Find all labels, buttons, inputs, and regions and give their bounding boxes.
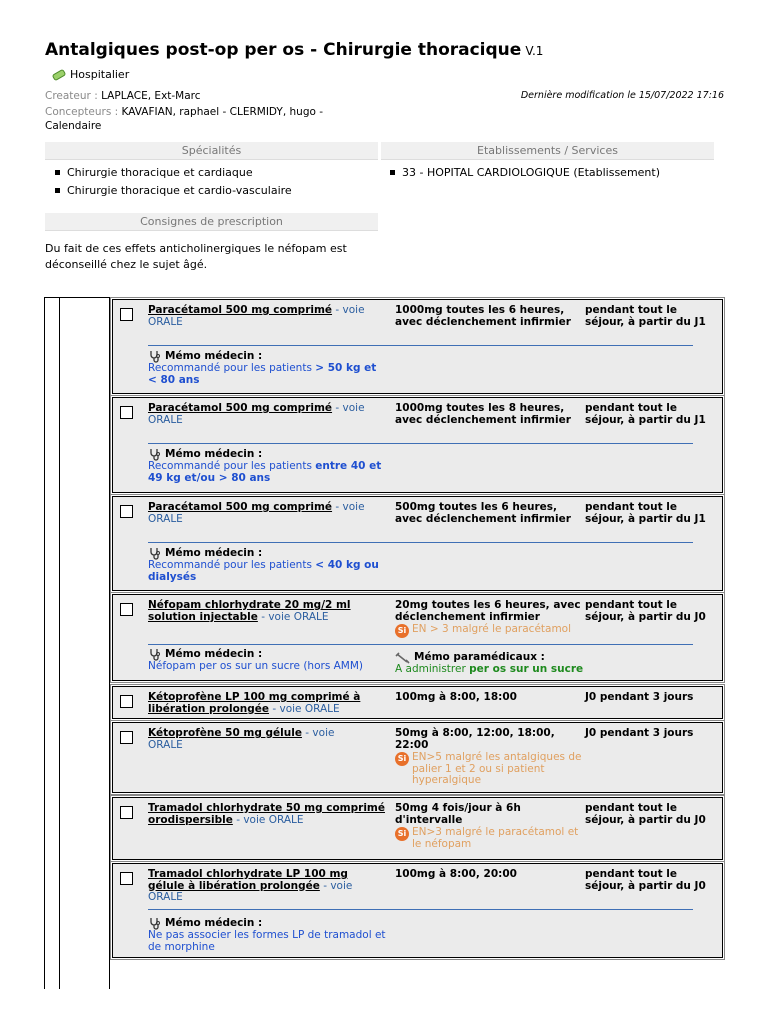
select-checkbox[interactable]	[120, 731, 133, 744]
duration-cell: pendant tout le séjour, à partir du J0	[585, 868, 706, 892]
drug-cell: Tramadol chlorhydrate LP 100 mg gélule à libération prolongée - voie ORALE	[148, 868, 353, 903]
prescription-row	[112, 496, 723, 591]
prescription-row	[112, 594, 723, 681]
instructions-header: Consignes de prescription	[45, 213, 378, 231]
drug-link[interactable]: Kétoprofène LP 100 mg comprimé à libération prolongée	[148, 691, 361, 715]
drug-link[interactable]: Kétoprofène 50 mg gélule	[148, 727, 302, 739]
drug-cell: Tramadol chlorhydrate 50 mg comprimé orodispersible - voie ORALE	[148, 802, 385, 826]
drug-link[interactable]: Tramadol chlorhydrate LP 100 mg gélule à libération prolongée	[148, 868, 348, 892]
dose-cell: 100mg à 8:00, 18:00	[395, 691, 517, 703]
memo-paramedical: Mémo paramédicaux : A administrer per os sur un sucre	[395, 651, 584, 675]
tree-frame-middle	[60, 297, 110, 989]
dose-cell: 1000mg toutes les 6 heures, avec déclenchement infirmier	[395, 304, 571, 328]
prescription-row	[112, 686, 723, 719]
dose-cell: 100mg à 8:00, 20:00	[395, 868, 517, 880]
separator	[148, 909, 693, 910]
category-tag	[52, 68, 129, 81]
dose-cell: 500mg toutes les 6 heures, avec déclenchement infirmier	[395, 501, 571, 525]
drug-link[interactable]: Tramadol chlorhydrate 50 mg comprimé orodispersible	[148, 802, 385, 826]
version-label: V.1	[525, 44, 544, 58]
select-checkbox[interactable]	[120, 308, 133, 321]
drug-cell: Kétoprofène 50 mg gélule - voie ORALE	[148, 727, 335, 751]
duration-cell: pendant tout le séjour, à partir du J1	[585, 402, 706, 426]
prescription-row	[112, 397, 723, 493]
establishments-header: Etablissements / Services	[381, 142, 714, 160]
si-badge-icon: Si	[395, 752, 409, 766]
select-checkbox[interactable]	[120, 505, 133, 518]
separator	[148, 542, 693, 543]
si-badge-icon: Si	[395, 827, 409, 841]
dose-cell: 1000mg toutes les 8 heures, avec déclenchement infirmier	[395, 402, 571, 426]
si-badge-icon: Si	[395, 624, 409, 638]
duration-cell: J0 pendant 3 jours	[585, 691, 694, 703]
prescription-row	[112, 797, 723, 860]
duration-cell: J0 pendant 3 jours	[585, 727, 694, 739]
prescription-row	[112, 722, 723, 793]
memo-doctor: Mémo médecin : Néfopam per os sur un sucre (hors AMM)	[148, 647, 364, 672]
designers-value: KAVAFIAN, raphael - CLERMIDY, hugo - Calendaire	[45, 106, 324, 132]
tree-frame-left	[44, 297, 60, 989]
designers-label: Concepteurs :	[45, 106, 119, 118]
select-checkbox[interactable]	[120, 872, 133, 885]
drug-cell: Paracétamol 500 mg comprimé - voie ORALE	[148, 501, 365, 525]
specialty-item: Chirurgie thoracique et cardio-vasculaire	[55, 182, 292, 200]
select-checkbox[interactable]	[120, 603, 133, 616]
page-title	[45, 40, 543, 60]
separator	[148, 443, 693, 444]
last-modified: Dernière modification le 15/07/2022 17:16	[520, 90, 724, 101]
drug-link[interactable]: Néfopam chlorhydrate 20 mg/2 ml solution injectable	[148, 599, 351, 623]
duration-cell: pendant tout le séjour, à partir du J1	[585, 304, 706, 328]
duration-cell: pendant tout le séjour, à partir du J1	[585, 501, 706, 525]
dose-cell: 50mg 4 fois/jour à 6h d'intervalle Si EN>3 malgré le paracétamol et le néfopam	[395, 803, 585, 850]
memo-doctor: Mémo médecin : Recommandé pour les patients < 40 kg ou dialysés	[148, 546, 379, 583]
drug-link[interactable]: Paracétamol 500 mg comprimé	[148, 402, 333, 414]
select-checkbox[interactable]	[120, 806, 133, 819]
prescription-row	[112, 863, 723, 958]
designers-line	[45, 105, 345, 133]
condition: Si EN>5 malgré les antalgiques de palier 1 et 2 ou si patient hyperalgique	[395, 752, 585, 787]
memo-doctor: Mémo médecin : Recommandé pour les patients entre 40 et 49 kg et/ou > 80 ans	[148, 447, 382, 484]
tag-icon	[52, 69, 66, 81]
duration-cell: pendant tout le séjour, à partir du J0	[585, 599, 706, 623]
select-checkbox[interactable]	[120, 695, 133, 708]
category-label: Hospitalier	[70, 68, 130, 81]
instructions-text: Du fait de ces effets anticholinergiques le néfopam est déconseillé chez le sujet âgé.	[45, 242, 347, 271]
dose-cell: 20mg toutes les 6 heures, avec déclenchement infirmier Si EN > 3 malgré le paracétamol	[395, 600, 585, 638]
creator-line	[45, 89, 345, 103]
drug-link[interactable]: Paracétamol 500 mg comprimé	[148, 501, 333, 513]
drug-link[interactable]: Paracétamol 500 mg comprimé	[148, 304, 333, 316]
specialty-item: Chirurgie thoracique et cardiaque	[55, 164, 253, 182]
establishment-item: 33 - HOPITAL CARDIOLOGIQUE (Etablissement)	[390, 164, 660, 182]
separator	[148, 644, 693, 645]
select-checkbox[interactable]	[120, 406, 133, 419]
condition: Si EN>3 malgré le paracétamol et le néfopam	[395, 827, 585, 850]
drug-cell: Néfopam chlorhydrate 20 mg/2 ml solution injectable - voie ORALE	[148, 599, 351, 623]
prescription-row	[112, 299, 723, 394]
condition: Si EN > 3 malgré le paracétamol	[395, 624, 585, 638]
memo-doctor: Mémo médecin : Recommandé pour les patients > 50 kg et < 80 ans	[148, 349, 377, 386]
duration-cell: pendant tout le séjour, à partir du J0	[585, 802, 706, 826]
drug-cell: Paracétamol 500 mg comprimé - voie ORALE	[148, 304, 365, 328]
separator	[148, 345, 693, 346]
memo-doctor: Mémo médecin : Ne pas associer les formes LP de tramadol et de morphine	[148, 916, 386, 953]
dose-cell: 50mg à 8:00, 12:00, 18:00, 22:00 Si EN>5 malgré les antalgiques de palier 1 et 2 ou si patient hyperalgique	[395, 728, 585, 787]
creator-label: Createur :	[45, 90, 98, 102]
title-text: Antalgiques post-op per os - Chirurgie thoracique	[45, 40, 522, 60]
drug-cell: Kétoprofène LP 100 mg comprimé à libération prolongée - voie ORALE	[148, 691, 361, 715]
drug-cell: Paracétamol 500 mg comprimé - voie ORALE	[148, 402, 365, 426]
creator-value: LAPLACE, Ext-Marc	[101, 90, 201, 102]
specialties-header: Spécialités	[45, 142, 378, 160]
